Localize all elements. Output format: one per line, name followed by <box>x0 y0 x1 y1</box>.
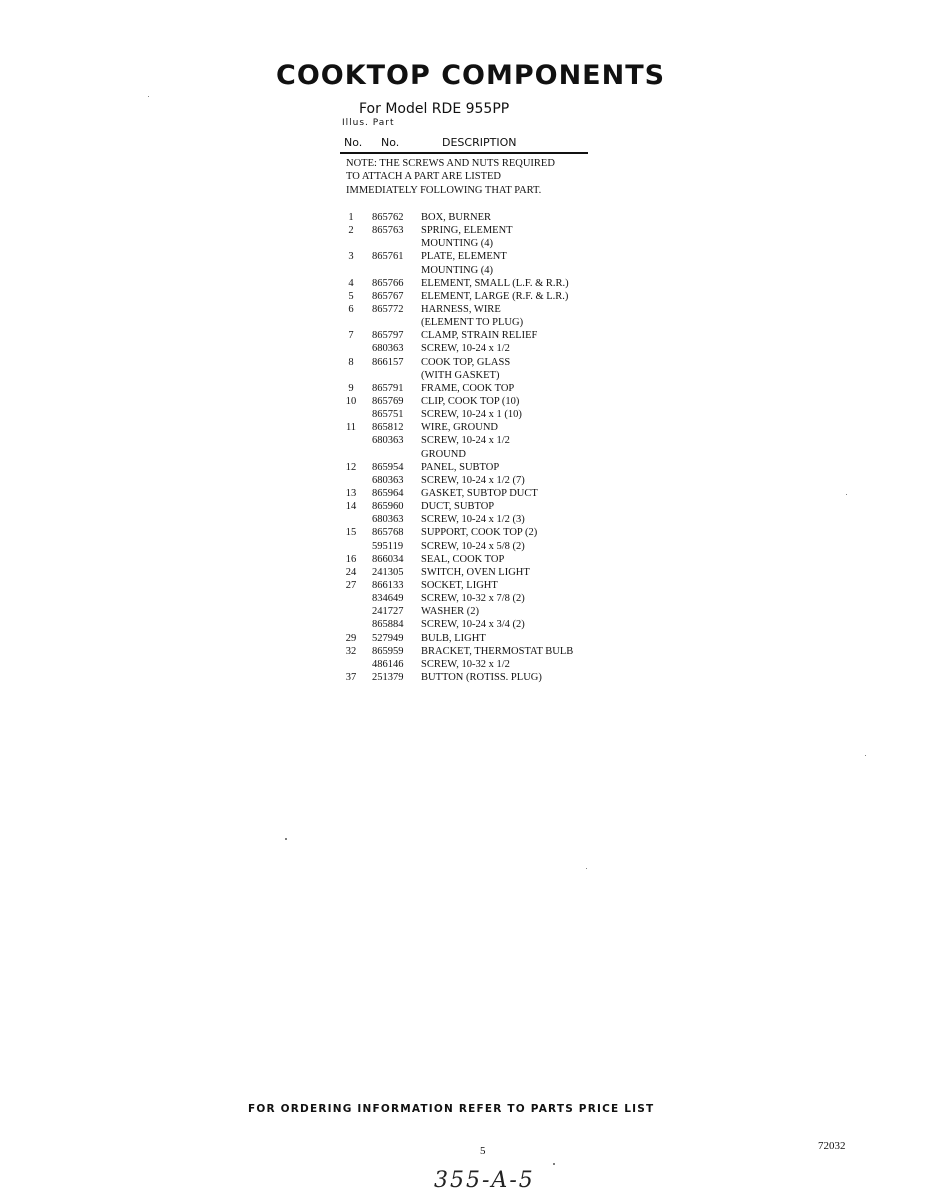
illus-number: 10 <box>345 395 357 407</box>
ordering-footer: FOR ORDERING INFORMATION REFER TO PARTS PRICE LIST <box>248 1103 655 1115</box>
illus-number: 11 <box>345 422 357 434</box>
column-header-top: Illus. Part <box>342 118 395 128</box>
column-header-part-no: No. <box>381 136 400 149</box>
parts-row <box>340 290 620 303</box>
part-description: (ELEMENT TO PLUG) <box>421 317 524 329</box>
part-description: SOCKET, LIGHT <box>421 579 498 591</box>
illus-number: 6 <box>348 303 354 315</box>
handwritten-reference: 355-A-5 <box>434 1168 535 1193</box>
part-number: 595119 <box>372 540 404 552</box>
parts-row <box>340 500 620 513</box>
part-description: CLIP, COOK TOP (10) <box>421 395 520 407</box>
illus-number: 1 <box>348 212 354 223</box>
part-description: SCREW, 10-24 x 1/2 (7) <box>421 474 525 486</box>
column-header-description: DESCRIPTION <box>442 136 517 149</box>
parts-row <box>340 277 620 290</box>
part-number: 865791 <box>372 382 404 394</box>
part-number: 866034 <box>372 553 404 565</box>
part-number: 680363 <box>372 514 404 526</box>
illus-number: 3 <box>348 251 354 263</box>
part-description: HARNESS, WIRE <box>421 303 501 315</box>
illus-number: 14 <box>345 501 357 513</box>
column-header-illus-no: No. <box>344 136 363 149</box>
parts-row <box>340 645 620 658</box>
note-line: TO ATTACH A PART ARE LISTED <box>346 171 501 183</box>
column-header-row <box>344 134 586 152</box>
scan-speck <box>553 1163 555 1165</box>
illus-number: 15 <box>345 527 357 539</box>
parts-row <box>340 342 620 355</box>
parts-row <box>340 671 620 684</box>
illus-number: 13 <box>345 487 357 499</box>
scan-speck <box>846 494 847 495</box>
parts-row <box>340 566 620 579</box>
part-description: (WITH GASKET) <box>421 369 500 381</box>
part-number: 865768 <box>372 527 404 539</box>
page-title: COOKTOP COMPONENTS <box>276 60 666 91</box>
parts-row <box>340 434 620 447</box>
part-number: 680363 <box>372 435 404 447</box>
part-number: 865812 <box>372 422 404 434</box>
illus-number: 4 <box>348 277 354 289</box>
parts-row <box>340 395 620 408</box>
parts-row <box>340 250 620 263</box>
illus-number: 24 <box>345 566 357 578</box>
parts-row <box>340 224 620 237</box>
illus-number: 27 <box>345 579 357 591</box>
part-description: SCREW, 10-24 x 1/2 <box>421 343 510 355</box>
part-number: 866157 <box>372 356 404 368</box>
page-number: 5 <box>480 1145 486 1157</box>
part-description: SCREW, 10-24 x 1/2 (3) <box>421 514 525 526</box>
part-description: BOX, BURNER <box>421 212 492 223</box>
parts-row <box>340 592 620 605</box>
part-description: PLATE, ELEMENT <box>421 251 507 263</box>
part-description: COOK TOP, GLASS <box>421 356 511 368</box>
note-line: IMMEDIATELY FOLLOWING THAT PART. <box>346 184 542 196</box>
parts-row <box>340 369 620 382</box>
part-number: 865964 <box>372 487 404 499</box>
part-number: 865772 <box>372 303 404 315</box>
part-number: 834649 <box>372 593 404 605</box>
parts-row <box>340 356 620 369</box>
part-description: WIRE, GROUND <box>421 422 498 434</box>
parts-row <box>340 421 620 434</box>
scan-speck <box>285 838 287 840</box>
illus-number: 8 <box>348 356 354 368</box>
part-description: SWITCH, OVEN LIGHT <box>421 566 530 578</box>
part-number: 865763 <box>372 225 404 237</box>
part-description: SCREW, 10-24 x 3/4 (2) <box>421 619 525 631</box>
part-description: DUCT, SUBTOP <box>421 501 495 513</box>
part-number: 865761 <box>372 251 404 263</box>
document-code: 72032 <box>818 1140 846 1152</box>
scan-speck <box>865 755 866 756</box>
parts-row <box>340 579 620 592</box>
part-number: 865884 <box>372 619 404 631</box>
parts-row <box>340 474 620 487</box>
model-subtitle: For Model RDE 955PP <box>359 101 510 117</box>
header-rule <box>340 152 588 154</box>
part-description: BUTTON (ROTISS. PLUG) <box>421 671 542 683</box>
part-description: PANEL, SUBTOP <box>421 461 500 473</box>
part-number: 241305 <box>372 566 404 578</box>
parts-row <box>340 526 620 539</box>
part-number: 865766 <box>372 277 404 289</box>
parts-row <box>340 461 620 474</box>
part-number: 251379 <box>372 671 404 683</box>
part-number: 865762 <box>372 212 404 223</box>
illus-number: 32 <box>345 645 357 657</box>
part-number: 866133 <box>372 579 404 591</box>
parts-row <box>340 513 620 526</box>
part-description: CLAMP, STRAIN RELIEF <box>421 330 538 342</box>
parts-row <box>340 618 620 631</box>
part-description: SCREW, 10-24 x 1 (10) <box>421 409 522 421</box>
parts-row <box>340 553 620 566</box>
parts-row <box>340 540 620 553</box>
parts-row <box>340 487 620 500</box>
part-description: BRACKET, THERMOSTAT BULB <box>421 645 574 657</box>
parts-row <box>340 303 620 316</box>
part-description: MOUNTING (4) <box>421 238 494 250</box>
parts-row <box>340 658 620 671</box>
illus-number: 9 <box>348 382 354 394</box>
part-description: MOUNTING (4) <box>421 264 494 276</box>
parts-row <box>340 408 620 421</box>
part-description: GASKET, SUBTOP DUCT <box>421 487 538 499</box>
part-number: 865767 <box>372 290 404 302</box>
parts-row <box>340 211 620 224</box>
scan-speck <box>586 868 587 869</box>
parts-row <box>340 264 620 277</box>
part-description: ELEMENT, SMALL (L.F. & R.R.) <box>421 277 569 289</box>
illus-number: 16 <box>345 553 357 565</box>
part-description: SCREW, 10-24 x 5/8 (2) <box>421 540 525 552</box>
parts-row <box>340 605 620 618</box>
part-description: GROUND <box>421 448 466 460</box>
parts-row <box>340 316 620 329</box>
illus-number: 7 <box>348 330 354 342</box>
part-description: SUPPORT, COOK TOP (2) <box>421 527 538 539</box>
part-description: WASHER (2) <box>421 606 480 618</box>
illus-number: 2 <box>348 225 354 237</box>
part-description: SCREW, 10-32 x 1/2 <box>421 658 510 670</box>
part-description: SEAL, COOK TOP <box>421 553 505 565</box>
part-number: 865797 <box>372 330 404 342</box>
part-description: SPRING, ELEMENT <box>421 225 513 237</box>
part-description: FRAME, COOK TOP <box>421 382 515 394</box>
parts-row <box>340 329 620 342</box>
part-description: SCREW, 10-24 x 1/2 <box>421 435 510 447</box>
part-description: ELEMENT, LARGE (R.F. & L.R.) <box>421 290 569 302</box>
part-number: 680363 <box>372 474 404 486</box>
parts-row <box>340 632 620 645</box>
note-block <box>346 157 606 197</box>
illus-number: 5 <box>348 290 354 302</box>
part-number: 865954 <box>372 461 404 473</box>
part-number: 865959 <box>372 645 404 657</box>
part-number: 486146 <box>372 658 404 670</box>
parts-list <box>340 211 620 684</box>
part-description: BULB, LIGHT <box>421 632 486 644</box>
parts-row <box>340 382 620 395</box>
part-number: 527949 <box>372 632 404 644</box>
illus-number: 29 <box>345 632 357 644</box>
scan-speck <box>148 96 149 97</box>
part-number: 865769 <box>372 395 404 407</box>
part-number: 865960 <box>372 501 404 513</box>
part-description: SCREW, 10-32 x 7/8 (2) <box>421 593 525 605</box>
illus-number: 37 <box>345 671 357 683</box>
parts-row <box>340 448 620 461</box>
part-number: 680363 <box>372 343 404 355</box>
parts-row <box>340 237 620 250</box>
note-line: NOTE: THE SCREWS AND NUTS REQUIRED <box>346 158 555 169</box>
part-number: 241727 <box>372 606 404 618</box>
illus-number: 12 <box>345 461 357 473</box>
part-number: 865751 <box>372 409 404 421</box>
